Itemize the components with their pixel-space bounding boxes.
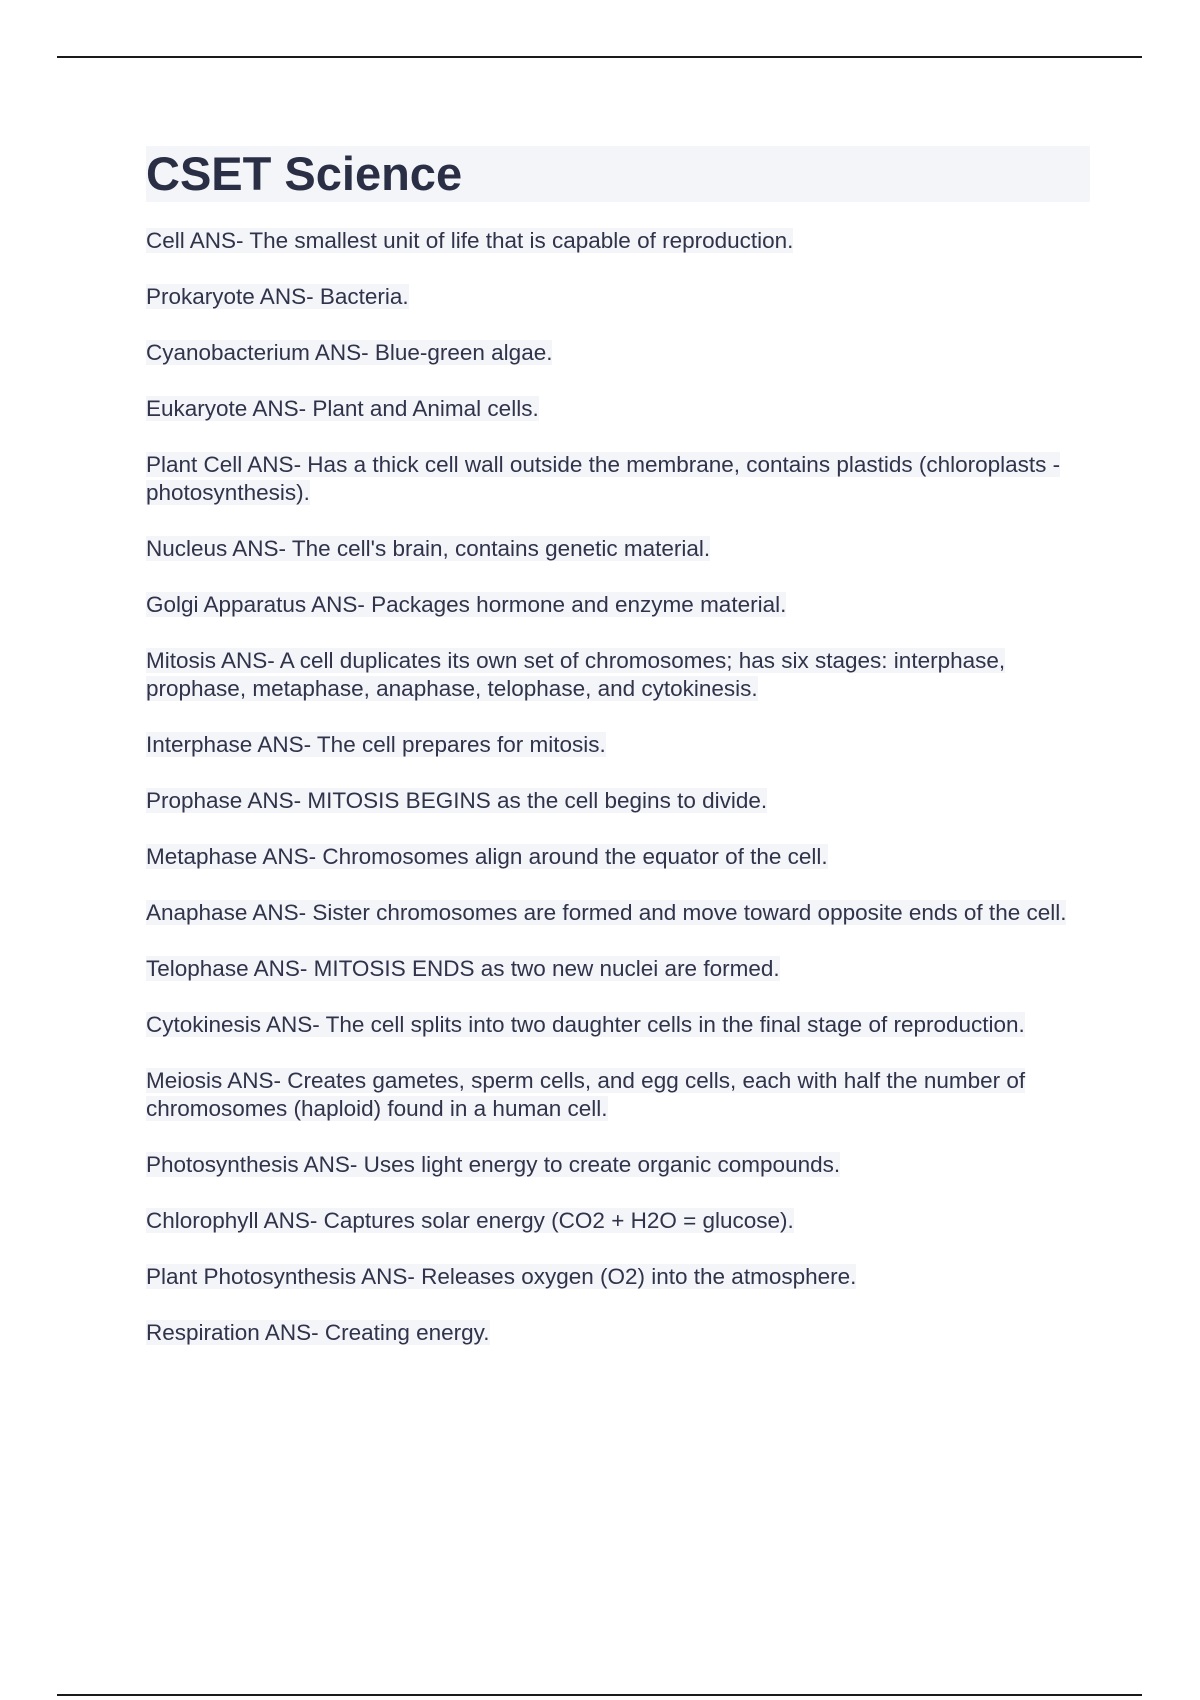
qa-entry-interphase — [146, 731, 1090, 759]
qa-entry-text: Golgi Apparatus ANS- Packages hormone and enzyme material. — [146, 592, 787, 617]
qa-entry-text: Photosynthesis ANS- Uses light energy to create organic compounds. — [146, 1152, 841, 1177]
qa-entry-cyanobacterium — [146, 339, 1090, 367]
qa-entry-metaphase — [146, 843, 1090, 871]
qa-list — [146, 227, 1090, 1347]
qa-entry-cell — [146, 227, 1090, 255]
qa-entry-eukaryote — [146, 395, 1090, 423]
qa-entry-mitosis — [146, 647, 1090, 703]
qa-entry-text: Cyanobacterium ANS- Blue-green algae. — [146, 340, 553, 365]
qa-entry-text: Eukaryote ANS- Plant and Animal cells. — [146, 396, 539, 421]
qa-entry-text: Plant Cell ANS- Has a thick cell wall outside the membrane, contains plastids (chloroplasts - photosynthesis). — [146, 452, 1061, 505]
qa-entry-prophase — [146, 787, 1090, 815]
qa-entry-telophase — [146, 955, 1090, 983]
qa-entry-respiration — [146, 1319, 1090, 1347]
qa-entry-prokaryote — [146, 283, 1090, 311]
qa-entry-chlorophyll — [146, 1207, 1090, 1235]
qa-entry-nucleus — [146, 535, 1090, 563]
qa-entry-text: Metaphase ANS- Chromosomes align around the equator of the cell. — [146, 844, 828, 869]
qa-entry-text: Cell ANS- The smallest unit of life that is capable of reproduction. — [146, 228, 794, 253]
qa-entry-text: Prokaryote ANS- Bacteria. — [146, 284, 409, 309]
bottom-divider — [57, 1694, 1142, 1696]
qa-entry-text: Anaphase ANS- Sister chromosomes are formed and move toward opposite ends of the cell. — [146, 900, 1067, 925]
document-body — [146, 146, 1090, 1375]
qa-entry-cytokinesis — [146, 1011, 1090, 1039]
qa-entry-text: Cytokinesis ANS- The cell splits into two daughter cells in the final stage of reproduction. — [146, 1012, 1025, 1037]
qa-entry-anaphase — [146, 899, 1090, 927]
qa-entry-meiosis — [146, 1067, 1090, 1123]
qa-entry-text: Nucleus ANS- The cell's brain, contains genetic material. — [146, 536, 711, 561]
qa-entry-plant-cell — [146, 451, 1090, 507]
qa-entry-golgi-apparatus — [146, 591, 1090, 619]
qa-entry-text: Plant Photosynthesis ANS- Releases oxygen (O2) into the atmosphere. — [146, 1264, 857, 1289]
qa-entry-text: Mitosis ANS- A cell duplicates its own set of chromosomes; has six stages: interphase, prophase, metaphase, anaphase, telophase, and cytokinesis. — [146, 648, 1006, 701]
qa-entry-plant-photosynthesis — [146, 1263, 1090, 1291]
qa-entry-text: Respiration ANS- Creating energy. — [146, 1320, 490, 1345]
title-band — [146, 146, 1090, 202]
qa-entry-text: Meiosis ANS- Creates gametes, sperm cells, and egg cells, each with half the number of chromosomes (haploid) found in a human cell. — [146, 1068, 1026, 1121]
qa-entry-text: Interphase ANS- The cell prepares for mitosis. — [146, 732, 606, 757]
top-divider — [57, 56, 1142, 58]
page-title: CSET Science — [146, 147, 463, 200]
qa-entry-photosynthesis — [146, 1151, 1090, 1179]
qa-entry-text: Prophase ANS- MITOSIS BEGINS as the cell begins to divide. — [146, 788, 768, 813]
qa-entry-text: Telophase ANS- MITOSIS ENDS as two new nuclei are formed. — [146, 956, 780, 981]
qa-entry-text: Chlorophyll ANS- Captures solar energy (CO2 + H2O = glucose). — [146, 1208, 794, 1233]
